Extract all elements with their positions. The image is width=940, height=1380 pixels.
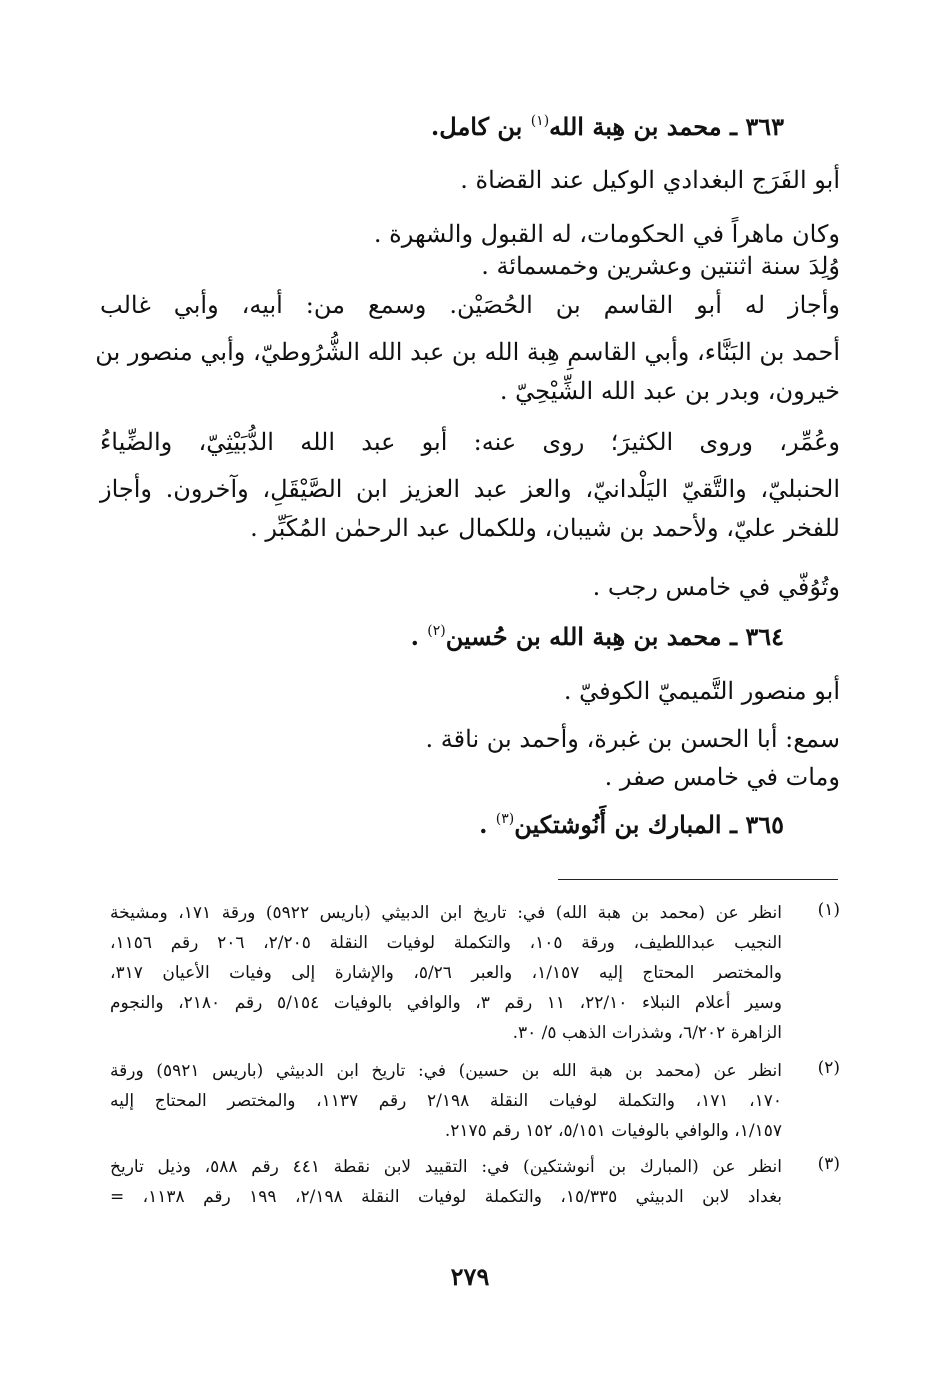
footnote-line: انظر عن (المبارك بن أنوشتكين) في: التقييد لابن نقطة ٤٤١ رقم ٥٨٨، وذيل تاريخ xyxy=(110,1157,782,1177)
footnote-ref-2[interactable]: (٢) xyxy=(427,623,446,639)
entry-name: محمد بن هِبة الله بن حُسين xyxy=(445,622,722,651)
text-line: وعُمِّر، وروى الكثيرَ؛ روى عنه: أبو عبد الله الدُّبَيْثِيّ، والضِّياءُ xyxy=(100,428,840,456)
text-line: للفخر عليّ، ولأحمد بن شيبان، وللكمال عبد الرحمٰن المُكَبِّر . xyxy=(250,514,840,542)
text-line: خيرون، وبدر بن عبد الله الشِّيْحِيّ . xyxy=(499,377,840,405)
entry-363-heading: ٣٦٣ ـ محمد بن هِبة الله$^{(١)}$ بن كامل. xyxy=(430,112,784,141)
text-line: وُلِدَ سنة اثنتين وعشرين وخمسمائة . xyxy=(481,252,840,280)
entry-number: ٣٦٤ ـ xyxy=(729,622,784,651)
footnote-line: ١٧٠، ١٧١، والتكملة لوفيات النقلة ٢/١٩٨ رقم ١١٣٧، والمختصر المحتاج إليه xyxy=(110,1091,783,1111)
footnote-line: وسير أعلام النبلاء ٢٢/١٠، ١١ رقم ٣، والوافي بالوفيات ٥/١٥٤ رقم ٢١٨٠، والنجوم xyxy=(110,993,782,1013)
page-number: ٢٧٩ xyxy=(450,1262,490,1291)
text-line: وكان ماهراً في الحكومات، له القبول والشهرة . xyxy=(373,220,840,248)
footnote-line: النجيب عبداللطيف، ورقة ١٠٥، والتكملة لوفيات النقلة ٢/٢٠٥، ٢٠٦ رقم ١١٥٦، xyxy=(110,933,782,953)
entry-name-rest: بن كامل xyxy=(439,112,523,141)
footnote-line: والمختصر المحتاج إليه ١/١٥٧، والعبر ٥/٢٦، والإشارة إلى وفيات الأعيان ٣١٧، xyxy=(110,963,782,983)
footnote-line: ١/١٥٧، والوافي بالوفيات ٥/١٥١، ١٥٢ رقم ٢١٧٥. xyxy=(444,1121,782,1141)
text-line: الحنبليّ، والتَّقيّ اليَلْدانيّ، والعز عبد العزيز ابن الصَّيْقَلِ، وآخرون. وأجاز xyxy=(100,475,840,503)
footnote-mark: (١) xyxy=(817,900,840,920)
text-line: وتُوُفّي في خامس رجب . xyxy=(592,573,840,601)
text-line: وأجاز له أبو القاسم بن الحُصَيْن. وسمع من: أبيه، وأبي غالب xyxy=(100,291,840,319)
footnote-ref-3[interactable]: (٣) xyxy=(495,811,515,827)
entry-name: المبارك بن أَنُوشتكين xyxy=(514,810,722,839)
footnote-ref-1[interactable]: (١) xyxy=(530,113,550,129)
text-line: أحمد بن البَنَّاء، وأبي القاسمِ هِبة الله بن عبد الله الشُّرُوطيّ، وأبي منصور بن xyxy=(95,338,840,366)
entry-365-heading: ٣٦٥ ـ المبارك بن أَنُوشتكين$^{(٣)}$ . xyxy=(479,810,784,839)
entry-number: ٣٦٥ ـ xyxy=(729,810,784,839)
entry-number: ٣٦٣ ـ xyxy=(729,112,784,141)
footnote-line: بغداد لابن الدبيثي ١٥/٣٣٥، والتكملة لوفيات النقلة ٢/١٩٨، ١٩٩ رقم ١١٣٨، = xyxy=(110,1187,783,1207)
entry-364-heading: ٣٦٤ ـ محمد بن هِبة الله بن حُسين$^{(٢)}$ . xyxy=(410,622,784,651)
text-line: أبو منصور التَّميميّ الكوفيّ . xyxy=(563,677,840,705)
text-line: سمع: أبا الحسن بن غبرة، وأحمد بن ناقة . xyxy=(425,725,840,753)
footnote-mark: (٣) xyxy=(817,1154,840,1174)
footnote-line: انظر عن (محمد بن هبة الله) في: تاريخ ابن الدبيثي (باريس ٥٩٢٢) ورقة ١٧١، ومشيخة xyxy=(110,903,782,923)
footnote-line: انظر عن (محمد بن هبة الله بن حسين) في: تاريخ ابن الدبيثي (باريس ٥٩٢١) ورقة xyxy=(110,1061,783,1081)
text-line: ومات في خامس صفر . xyxy=(604,763,840,791)
footnote-line: الزاهرة ٦/٢٠٢، وشذرات الذهب ٥/ ٣٠. xyxy=(512,1023,782,1043)
entry-name: محمد بن هِبة الله xyxy=(549,112,722,141)
footnote-mark: (٢) xyxy=(817,1058,840,1078)
text-line: أبو الفَرَج البغدادي الوكيل عند القضاة . xyxy=(460,166,840,194)
footnote-separator xyxy=(558,879,838,880)
